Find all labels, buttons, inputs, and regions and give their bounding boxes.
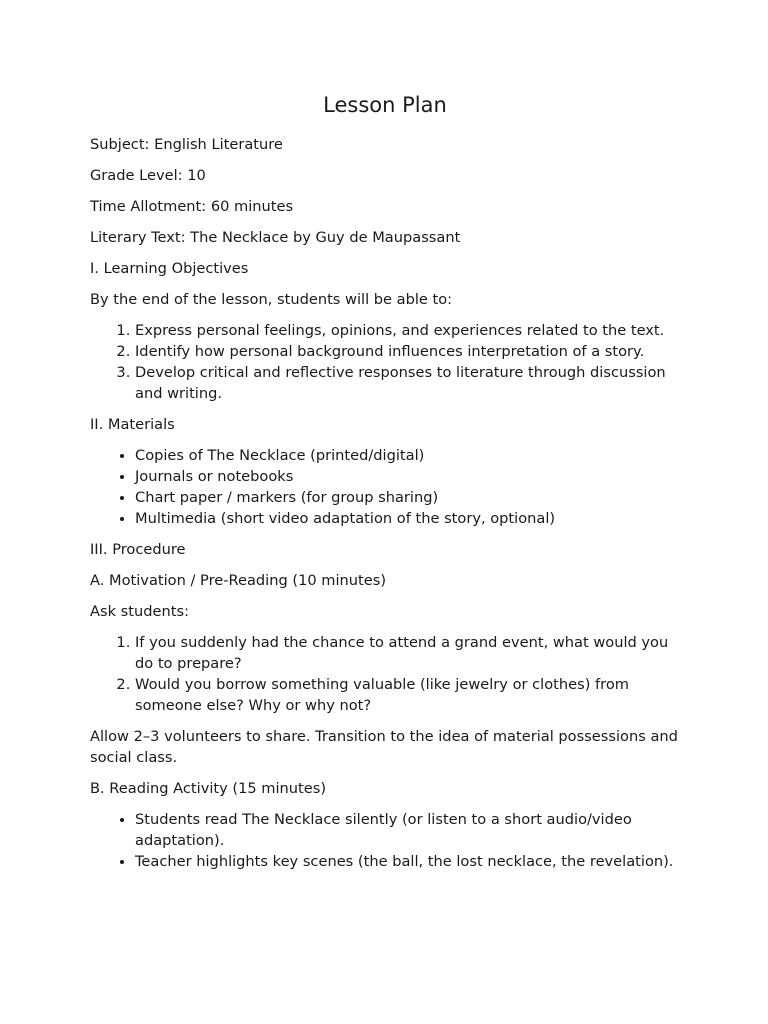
materials-list (90, 445, 680, 529)
list-item: 2. Would you borrow something valuable (like jewelry or clothes) from someone else? Why or why not? (135, 674, 680, 716)
motivation-intro: Ask students: (90, 603, 189, 620)
page-title: Lesson Plan (323, 93, 447, 117)
literary-text-line: Literary Text: The Necklace by Guy de Maupassant (90, 229, 461, 246)
grade-line: Grade Level: 10 (90, 167, 206, 184)
motivation-heading: A. Motivation / Pre-Reading (10 minutes) (90, 572, 387, 589)
motivation-after: Allow 2–3 volunteers to share. Transition to the idea of material possessions and social class. (90, 728, 678, 766)
procedure-heading: III. Procedure (90, 541, 186, 558)
motivation-questions-list (90, 632, 680, 716)
list-item: • Multimedia (short video adaptation of the story, optional) (135, 508, 680, 529)
list-item: • Journals or notebooks (135, 466, 680, 487)
list-item: 3. Develop critical and reflective responses to literature through discussion and writing. (135, 362, 680, 404)
list-item: • Chart paper / markers (for group sharing) (135, 487, 680, 508)
time-line: Time Allotment: 60 minutes (90, 198, 294, 215)
list-item: • Copies of The Necklace (printed/digital) (135, 445, 680, 466)
list-item: • Students read The Necklace silently (or listen to a short audio/video adaptation). (135, 809, 680, 851)
list-item: 1. Express personal feelings, opinions, and experiences related to the text. (135, 320, 680, 341)
objectives-intro: By the end of the lesson, students will be able to: (90, 291, 453, 308)
list-item: • Teacher highlights key scenes (the ball, the lost necklace, the revelation). (135, 851, 680, 872)
list-item: 1. If you suddenly had the chance to attend a grand event, what would you do to prepare? (135, 632, 680, 674)
objectives-list (90, 320, 680, 404)
reading-heading: B. Reading Activity (15 minutes) (90, 780, 327, 797)
list-item: 2. Identify how personal background influences interpretation of a story. (135, 341, 680, 362)
materials-heading: II. Materials (90, 416, 175, 433)
document-page (90, 90, 680, 882)
objectives-heading: I. Learning Objectives (90, 260, 249, 277)
subject-line: Subject: English Literature (90, 136, 283, 153)
reading-list (90, 809, 680, 872)
